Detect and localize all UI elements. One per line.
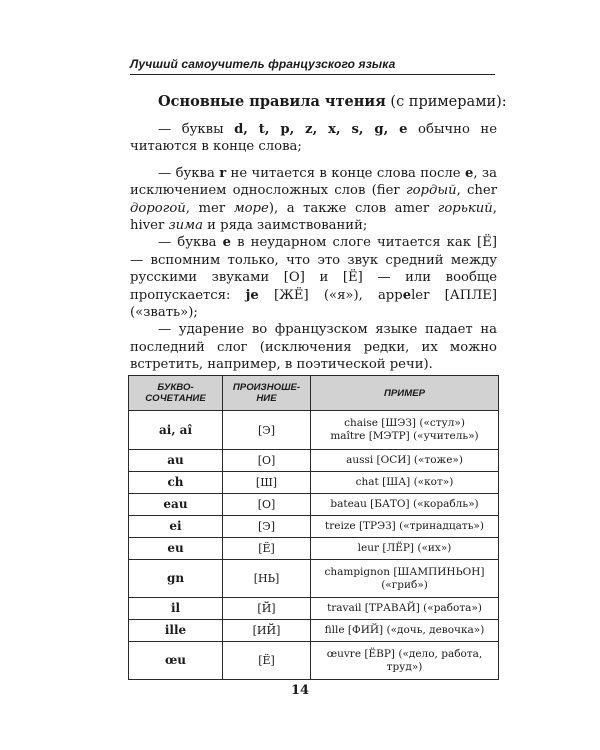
- pronunciation: [НЬ]: [223, 560, 311, 598]
- example: leur [ЛЁР] («их»): [311, 538, 499, 560]
- reading-rules-table: [128, 375, 499, 680]
- rule-paragraph-4: — ударение во французском языке падает на последний слог (исключения редки, их можно встретить, например, в поэтической речи).: [130, 322, 497, 373]
- example: travail [ТРАВАЙ] («работа»): [311, 598, 499, 620]
- header-pronunciation: ПРОИЗНОШЕ-НИЕ: [223, 376, 311, 411]
- example: fille [ФИЙ] («дочь, девочка»): [311, 620, 499, 642]
- letter-combination: gn: [129, 560, 223, 598]
- header-rule: [130, 74, 495, 75]
- letter-combination: eau: [129, 494, 223, 516]
- rule-paragraph-2: — буква r не читается в конце слова после е, за исключением односложных слов (fier гордый, cher дорогой, mer море), а также слов amer горький, hiver зима и ряда заимствований;: [130, 165, 497, 234]
- table-header-row: [129, 376, 499, 411]
- rule-paragraph-3: — буква е в неударном слоге читается как [Ё] — вспомним только, что это звук средний между русскими звуками [О] и [Ё] — или вообще пропускается: je [ЖЁ] («я»), appeler [АПЛЕ] («звать»);: [130, 235, 497, 321]
- pronunciation: [Э]: [223, 516, 311, 538]
- table-row: [129, 472, 499, 494]
- example: œuvre [ЁВР] («дело, работа, труд»): [311, 642, 499, 680]
- example: chat [ША] («кот»): [311, 472, 499, 494]
- body-text: [130, 121, 497, 374]
- example: bateau [БАТО] («корабль»): [311, 494, 499, 516]
- rule-paragraph-1: — буквы d, t, p, z, x, s, g, e обычно не читаются в конце слова;: [130, 122, 497, 155]
- letter-combination: ille: [129, 620, 223, 642]
- letter-combination: ch: [129, 472, 223, 494]
- example: champignon [ШАМПИНЬОН] («гриб»): [311, 560, 499, 598]
- example: chaise [ШЭЗ] («стул») maître [МЭТР] («учитель»): [311, 411, 499, 450]
- table-row: [129, 620, 499, 642]
- table-row: [129, 560, 499, 598]
- section-title: [158, 93, 507, 110]
- header-combination: БУКВО-СОЧЕТАНИЕ: [129, 376, 223, 411]
- table-row: [129, 538, 499, 560]
- table-row: [129, 494, 499, 516]
- letter-combination: ai, aî: [129, 411, 223, 450]
- letter-combination: ei: [129, 516, 223, 538]
- pronunciation: [Э]: [223, 411, 311, 450]
- letter-combination: eu: [129, 538, 223, 560]
- pronunciation: [Й]: [223, 598, 311, 620]
- table-row: [129, 450, 499, 472]
- table-row: [129, 598, 499, 620]
- section-title-rest: (с примерами):: [385, 94, 507, 110]
- pronunciation: [ИЙ]: [223, 620, 311, 642]
- section-title-bold: Основные правила чтения: [158, 93, 386, 110]
- pronunciation: [Ё]: [223, 642, 311, 680]
- pronunciation: [О]: [223, 494, 311, 516]
- pronunciation: [Ш]: [223, 472, 311, 494]
- pronunciation: [Ё]: [223, 538, 311, 560]
- table-row: [129, 516, 499, 538]
- page-number: 14: [290, 683, 310, 698]
- letter-combination: il: [129, 598, 223, 620]
- pronunciation: [О]: [223, 450, 311, 472]
- example: aussi [ОСИ] («тоже»): [311, 450, 499, 472]
- table-row: [129, 411, 499, 450]
- table-row: [129, 642, 499, 680]
- letter-combination: œu: [129, 642, 223, 680]
- example: treize [ТРЭЗ] («тринадцать»): [311, 516, 499, 538]
- letter-combination: au: [129, 450, 223, 472]
- header-example: ПРИМЕР: [311, 376, 499, 411]
- running-head: Лучший самоучитель французского языка: [130, 57, 396, 71]
